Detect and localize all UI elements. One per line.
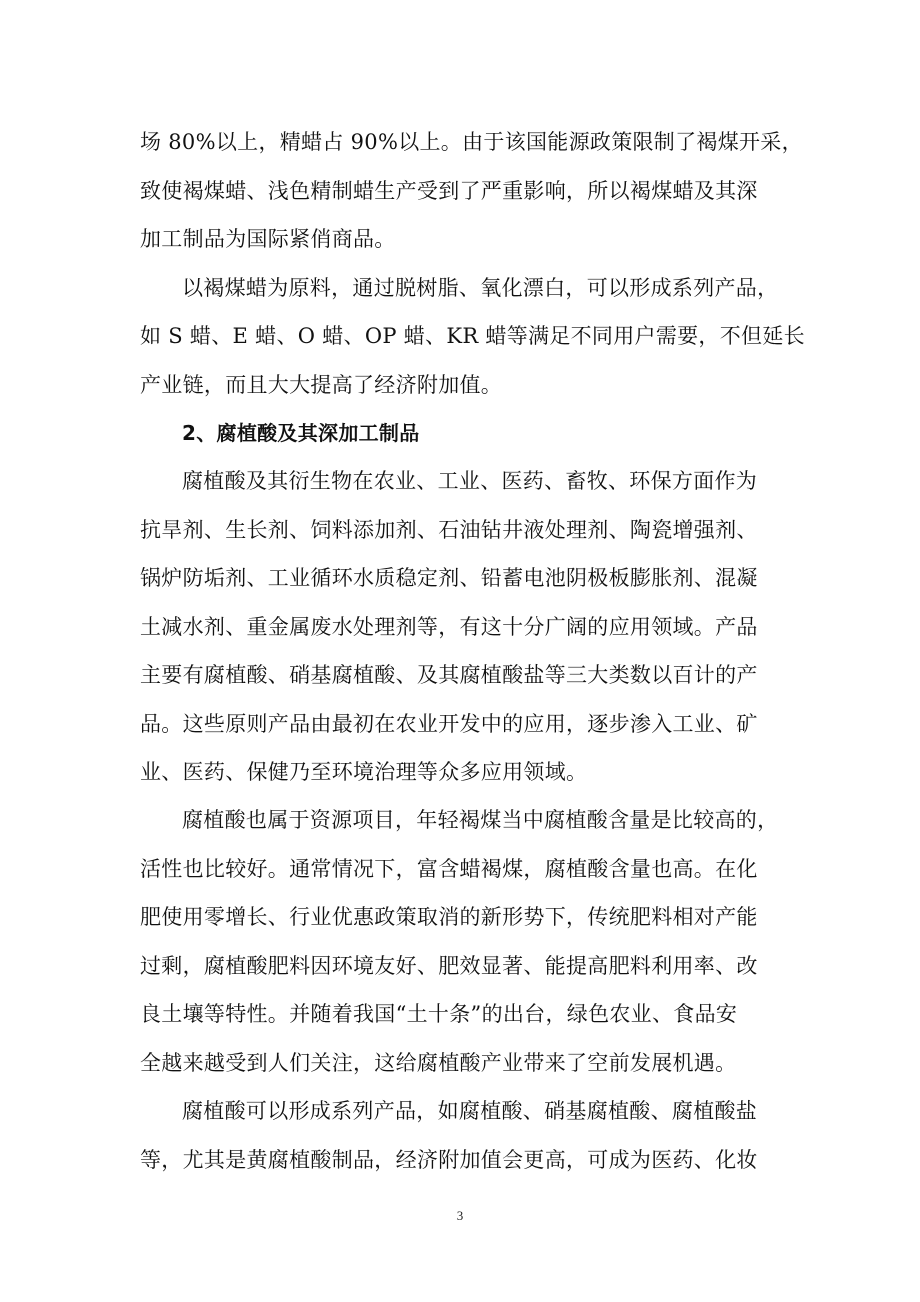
text-line: 品。这些原则产品由最初在农业开发中的应用，逐步渗入工业、矿 — [140, 712, 758, 736]
text-line: 土减水剂、重金属废水处理剂等，有这十分广阔的应用领域。产品 — [140, 615, 758, 639]
text-line: 等，尤其是黄腐植酸制品，经济附加值会更高，可成为医药、化妆 — [140, 1148, 758, 1172]
text-line: 良土壤等特性。并随着我国“土十条”的出台，绿色农业、食品安 — [140, 1002, 738, 1026]
paragraph-first-line: 以褐煤蜡为原料，通过脱树脂、氧化漂白，可以形成系列产品， — [182, 276, 779, 300]
text-line: 活性也比较好。通常情况下，富含蜡褐煤，腐植酸含量也高。在化 — [140, 857, 758, 881]
text-line: 业、医药、保健乃至环境治理等众多应用领域。 — [140, 760, 588, 784]
text-line: 过剩，腐植酸肥料因环境友好、肥效显著、能提高肥料利用率、改 — [140, 954, 758, 978]
section-heading: 2、腐植酸及其深加工制品 — [182, 421, 420, 445]
text-line: 加工制品为国际紧俏商品。 — [140, 227, 396, 251]
text-line: 场 80%以上，精蜡占 90%以上。由于该国能源政策限制了褐煤开采， — [140, 130, 803, 154]
text-line: 产业链，而且大大提高了经济附加值。 — [140, 373, 503, 397]
paragraph-first-line: 腐植酸也属于资源项目，年轻褐煤当中腐植酸含量是比较高的， — [182, 808, 779, 832]
page-number: 3 — [456, 1208, 464, 1223]
text-line: 全越来越受到人们关注，这给腐植酸产业带来了空前发展机遇。 — [140, 1051, 737, 1075]
text-line: 肥使用零增长、行业优惠政策取消的新形势下，传统肥料相对产能 — [140, 905, 758, 929]
text-line: 锅炉防垢剂、工业循环水质稳定剂、铅蓄电池阴极板膨胀剂、混凝 — [140, 566, 758, 590]
text-line: 主要有腐植酸、硝基腐植酸、及其腐植酸盐等三大类数以百计的产 — [140, 663, 758, 687]
paragraph-first-line: 腐植酸及其衍生物在农业、工业、医药、畜牧、环保方面作为 — [182, 469, 758, 493]
paragraph-first-line: 腐植酸可以形成系列产品，如腐植酸、硝基腐植酸、腐植酸盐 — [182, 1099, 758, 1123]
text-line: 致使褐煤蜡、浅色精制蜡生产受到了严重影响，所以褐煤蜡及其深 — [140, 179, 758, 203]
text-line: 抗旱剂、生长剂、饲料添加剂、石油钻井液处理剂、陶瓷增强剂、 — [140, 518, 758, 542]
text-line: 如 S 蜡、E 蜡、O 蜡、OP 蜡、KR 蜡等满足不同用户需要，不但延长 — [140, 324, 805, 348]
